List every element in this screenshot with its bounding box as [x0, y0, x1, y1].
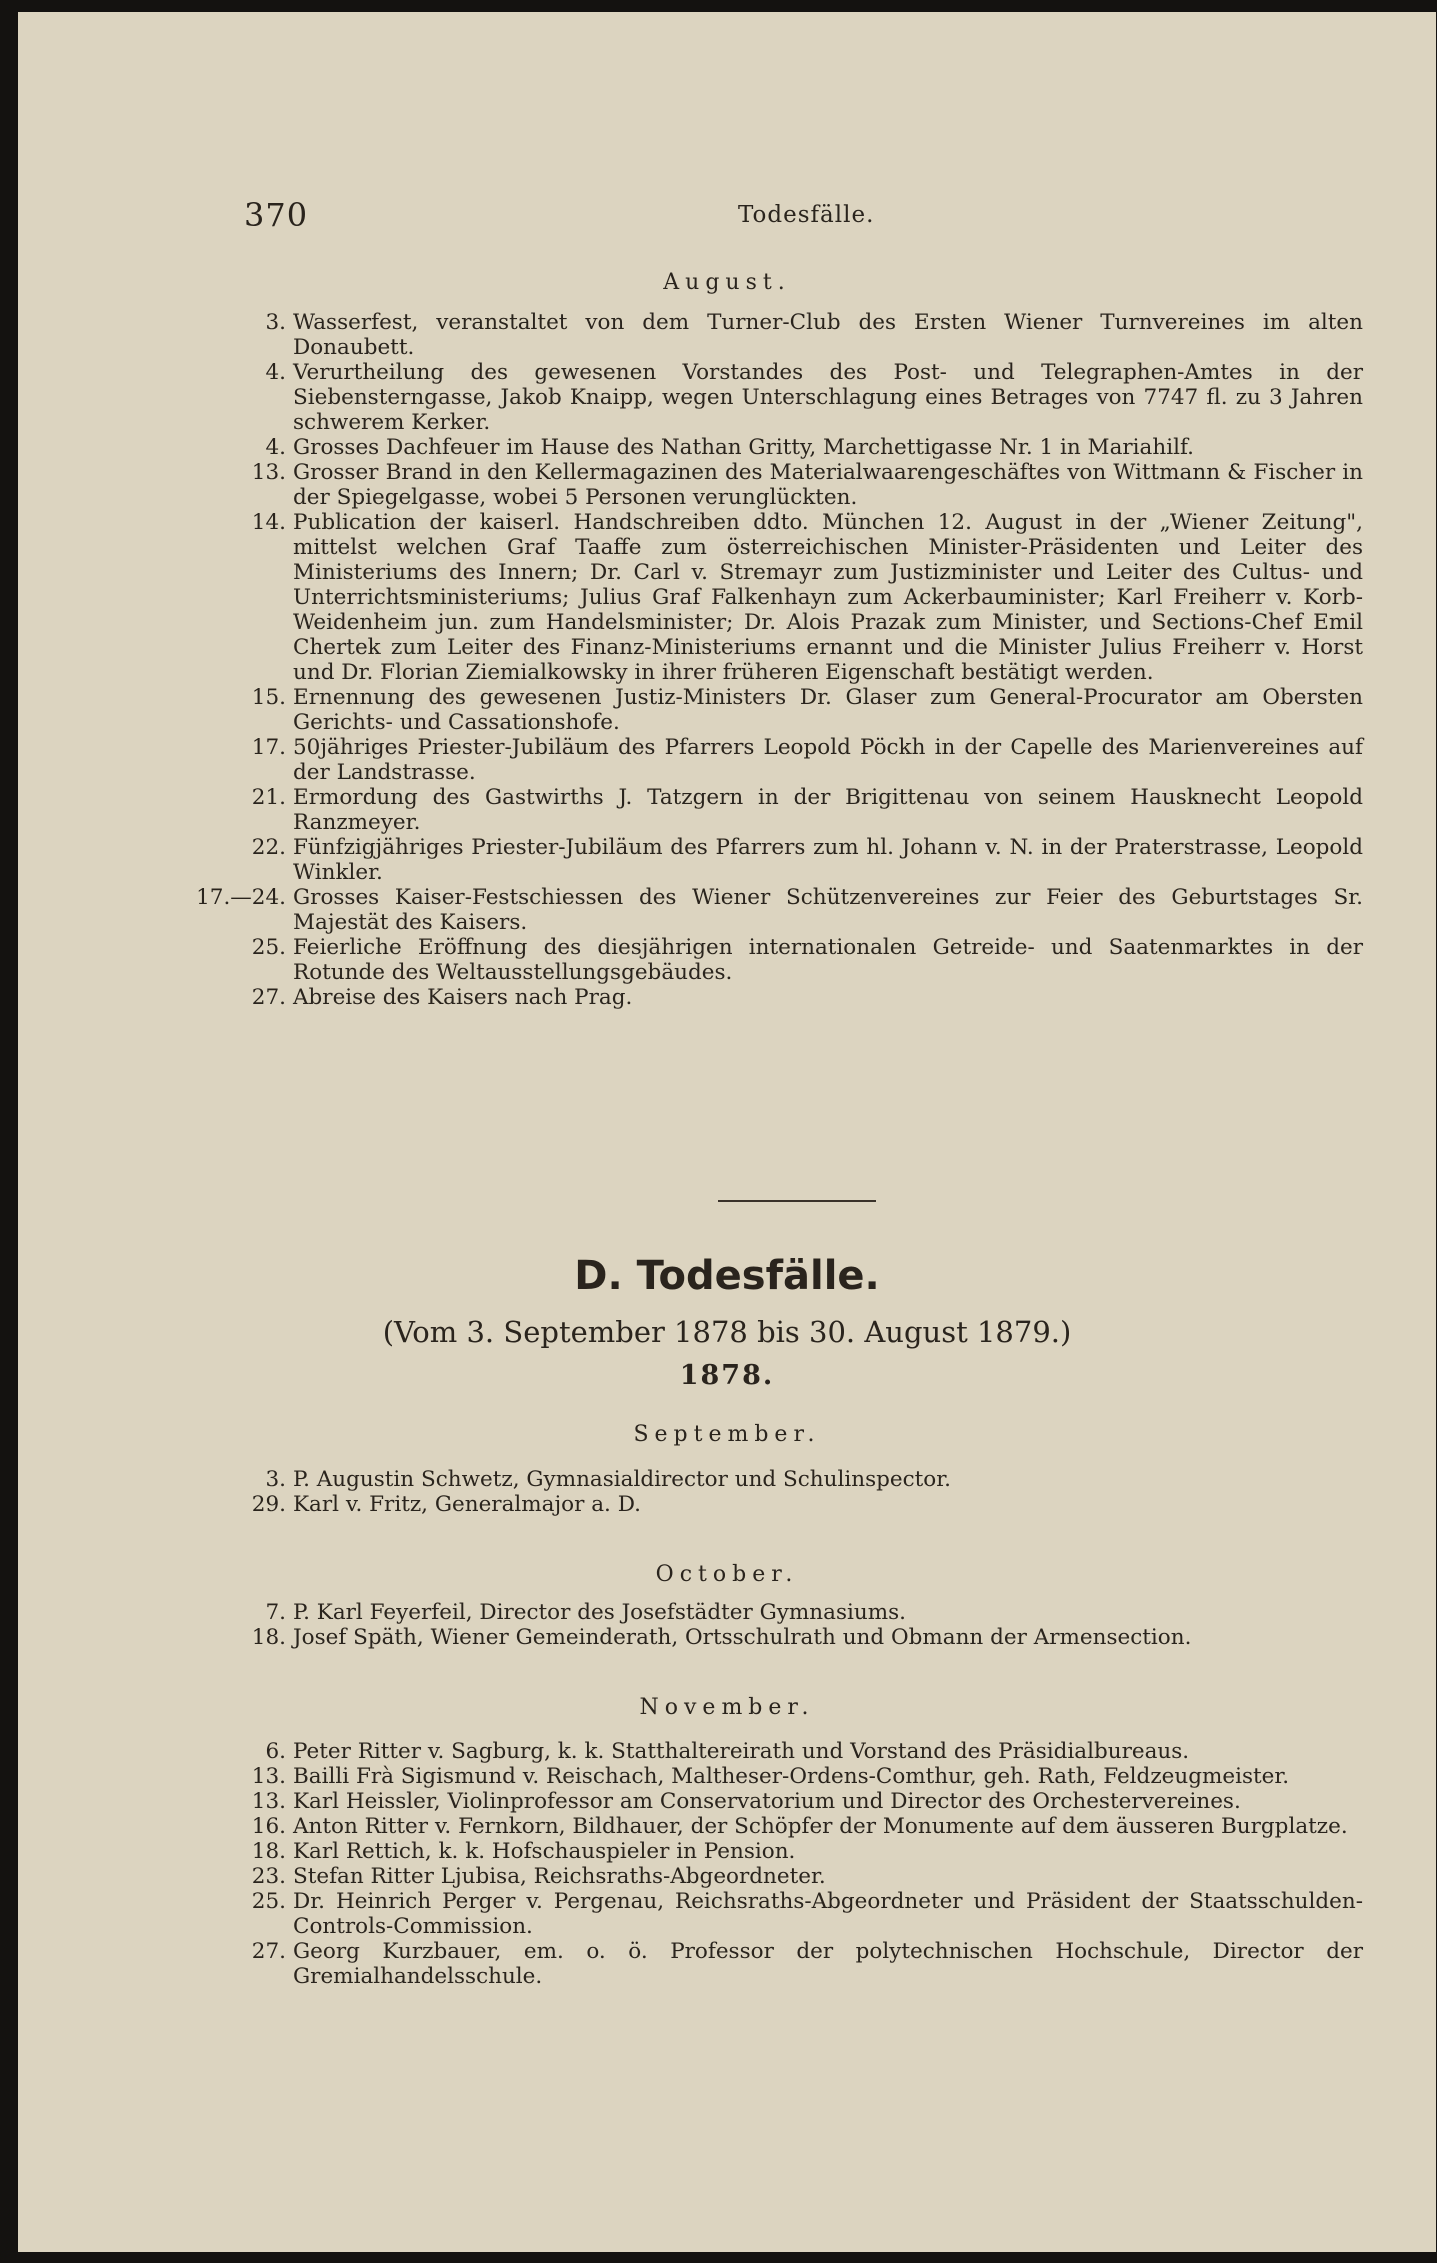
october-entries: [18, 1600, 1436, 1650]
entry-day: 17.: [251, 735, 286, 760]
entry-text: Stefan Ritter Ljubisa, Reichsraths-Abgeordneter.: [293, 1864, 826, 1889]
list-item: [18, 1467, 1363, 1492]
entry-day: 13.: [251, 460, 286, 485]
entry-day: 3.: [265, 310, 286, 335]
list-item: [18, 1864, 1363, 1889]
entry-text: 50jähriges Priester-Jubiläum des Pfarrers Leopold Pöckh in der Capelle des Marienvereines auf der Landstrasse.: [293, 735, 1363, 785]
entry-day: 13.: [251, 1789, 286, 1814]
month-heading-september: September.: [633, 1422, 821, 1447]
entry-day: 23.: [251, 1864, 286, 1889]
list-item: [18, 435, 1363, 460]
entry-text: Karl v. Fritz, Generalmajor a. D.: [293, 1492, 641, 1517]
list-item: [18, 985, 1363, 1010]
entry-day: 4.: [265, 360, 286, 385]
section-divider: [718, 1200, 876, 1202]
entry-day: 3.: [265, 1467, 286, 1492]
list-item: [18, 1600, 1363, 1625]
month-heading-october: October.: [655, 1562, 799, 1587]
entry-day: 7.: [265, 1600, 286, 1625]
entry-day: 14.: [251, 510, 286, 535]
entry-day: 15.: [251, 685, 286, 710]
entry-text: Verurtheilung des gewesenen Vorstandes des Post- und Telegraphen-Amtes in der Siebensterngasse, Jakob Knaipp, wegen Unterschlagung eines Betrages von 7747 fl. zu 3 Jahren schwerem Kerker.: [293, 360, 1363, 435]
list-item: [18, 1739, 1363, 1764]
entry-day: 16.: [251, 1814, 286, 1839]
list-item: [18, 510, 1363, 685]
entry-text: Grosser Brand in den Kellermagazinen des Materialwaarengeschäftes von Wittmann & Fischer in der Spiegelgasse, wobei 5 Personen verunglückten.: [293, 460, 1363, 510]
section-subtitle: (Vom 3. September 1878 bis 30. August 1879.): [382, 1315, 1072, 1349]
running-title: Todesfälle.: [738, 202, 875, 228]
entry-day: 4.: [265, 435, 286, 460]
list-item: [18, 360, 1363, 435]
entry-text: P. Augustin Schwetz, Gymnasialdirector und Schulinspector.: [293, 1467, 951, 1492]
list-item: [18, 735, 1363, 785]
entry-text: Josef Späth, Wiener Gemeinderath, Ortsschulrath und Obmann der Armensection.: [293, 1625, 1192, 1650]
entry-day: 25.: [251, 935, 286, 960]
entry-day: 25.: [251, 1889, 286, 1914]
entry-day: 18.: [251, 1839, 286, 1864]
list-item: [18, 1789, 1363, 1814]
entry-day: 21.: [251, 785, 286, 810]
august-entries: [18, 310, 1436, 1010]
entry-text: Publication der kaiserl. Handschreiben ddto. München 12. August in der „Wiener Zeitung", mittelst welchen Graf Taaffe zum österreichischen Minister-Präsidenten und Leiter des Ministeriums des Innern; Dr. Carl v. Stremayr zum Justizminister und Leiter des Cultus- und Unterrichtsministeriums; Julius Graf Falkenhayn zum Ackerbauminister; Karl Freiherr v. Korb-Weidenheim jun. zum Handelsminister; Dr. Alois Prazak zum Minister, und Sections-Chef Emil Chertek zum Leiter des Finanz-Ministeriums ernannt und die Minister Julius Freiherr v. Horst und Dr. Florian Ziemialkowsky in ihrer früheren Eigenschaft bestätigt werden.: [293, 510, 1363, 685]
list-item: [18, 1939, 1363, 1989]
entry-text: Dr. Heinrich Perger v. Pergenau, Reichsraths-Abgeordneter und Präsident der Staatsschulden-Controls-Commission.: [293, 1889, 1363, 1939]
entry-text: Anton Ritter v. Fernkorn, Bildhauer, der Schöpfer der Monumente auf dem äusseren Burgplatze.: [293, 1814, 1348, 1839]
entry-day: 18.: [251, 1625, 286, 1650]
list-item: [18, 310, 1363, 360]
list-item: [18, 1839, 1363, 1864]
list-item: [18, 460, 1363, 510]
section-title: D. Todesfälle.: [574, 1253, 880, 1299]
entry-text: Karl Heissler, Violinprofessor am Conservatorium und Director des Orchestervereines.: [293, 1789, 1241, 1814]
year-heading: 1878.: [679, 1360, 775, 1391]
document-page: [18, 12, 1436, 2252]
page-header: [18, 196, 1436, 236]
entry-text: Abreise des Kaisers nach Prag.: [293, 985, 633, 1010]
list-item: [18, 785, 1363, 835]
entry-day: 13.: [251, 1764, 286, 1789]
entry-day: 22.: [251, 835, 286, 860]
list-item: [18, 1625, 1363, 1650]
entry-day: 29.: [251, 1492, 286, 1517]
page-number: 370: [244, 196, 309, 234]
entry-text: Grosses Dachfeuer im Hause des Nathan Gritty, Marchettigasse Nr. 1 in Mariahilf.: [293, 435, 1194, 460]
list-item: [18, 1492, 1363, 1517]
november-entries: [18, 1739, 1436, 1989]
september-entries: [18, 1467, 1436, 1517]
entry-text: Bailli Frà Sigismund v. Reischach, Maltheser-Ordens-Comthur, geh. Rath, Feldzeugmeister.: [293, 1764, 1290, 1789]
list-item: [18, 835, 1363, 885]
entry-text: Wasserfest, veranstaltet von dem Turner-Club des Ersten Wiener Turnvereines im alten Donaubett.: [293, 310, 1363, 360]
entry-text: Feierliche Eröffnung des diesjährigen internationalen Getreide- und Saatenmarktes in der Rotunde des Weltausstellungsgebäudes.: [293, 935, 1363, 985]
entry-day: 17.—24.: [196, 885, 286, 910]
entry-day: 27.: [251, 1939, 286, 1964]
entry-text: Grosses Kaiser-Festschiessen des Wiener Schützenvereines zur Feier des Geburtstages Sr. Majestät des Kaisers.: [293, 885, 1363, 935]
list-item: [18, 1889, 1363, 1939]
entry-text: Ernennung des gewesenen Justiz-Ministers Dr. Glaser zum General-Procurator am Obersten Gerichts- und Cassationshofe.: [293, 685, 1363, 735]
entry-day: 6.: [265, 1739, 286, 1764]
month-heading-august: August.: [663, 270, 791, 295]
entry-text: Ermordung des Gastwirths J. Tatzgern in der Brigittenau von seinem Hausknecht Leopold Ranzmeyer.: [293, 785, 1363, 835]
entry-text: P. Karl Feyerfeil, Director des Josefstädter Gymnasiums.: [293, 1600, 906, 1625]
list-item: [18, 885, 1363, 935]
entry-text: Karl Rettich, k. k. Hofschauspieler in Pension.: [293, 1839, 796, 1864]
entry-text: Georg Kurzbauer, em. o. ö. Professor der polytechnischen Hochschule, Director der Gremialhandelsschule.: [293, 1939, 1363, 1989]
entry-text: Fünfzigjähriges Priester-Jubiläum des Pfarrers zum hl. Johann v. N. in der Praterstrasse, Leopold Winkler.: [293, 835, 1363, 885]
entry-text: Peter Ritter v. Sagburg, k. k. Statthaltereirath und Vorstand des Präsidialbureaus.: [293, 1739, 1190, 1764]
list-item: [18, 1814, 1363, 1839]
list-item: [18, 1764, 1363, 1789]
entry-day: 27.: [251, 985, 286, 1010]
list-item: [18, 935, 1363, 985]
list-item: [18, 685, 1363, 735]
month-heading-november: November.: [639, 1695, 815, 1720]
